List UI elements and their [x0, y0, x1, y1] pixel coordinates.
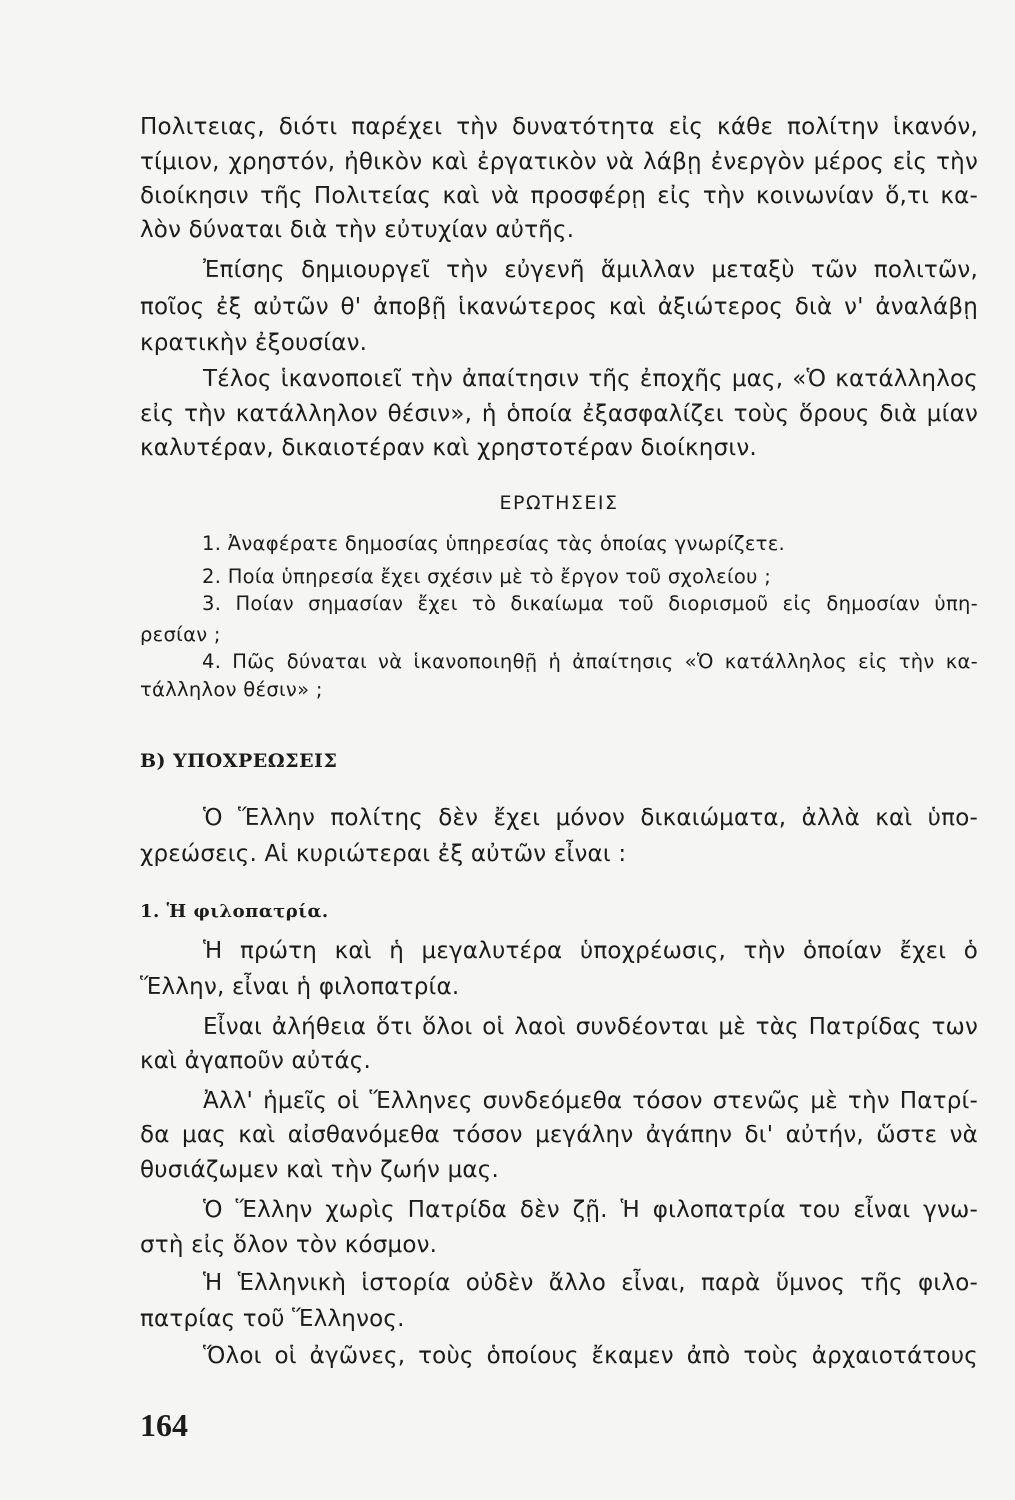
questions-heading: ΕΡΩΤΗΣΕΙΣ: [499, 492, 619, 514]
paragraph-line: Πολιτειας, διότι παρέχει τὴν δυνατότητα εἰς κάθε πολίτην ἱκανόν,: [140, 114, 978, 140]
paragraph-line: Ἡ Ἑλληνικὴ ἱστορία οὐδὲν ἄλλο εἶναι, παρὰ ὕμνος τῆς φιλο-: [203, 1270, 978, 1296]
paragraph-line: τίμιον, χρηστόν, ἠθικὸν καὶ ἐργατικὸν νὰ λάβῃ ἐνεργὸν μέρος εἰς τὴν: [140, 149, 978, 175]
question-item: 1. Ἀναφέρατε δημοσίας ὑπηρεσίας τὰς ὁποίας γνωρίζετε.: [202, 532, 786, 555]
subsection-heading: 1. Ἡ φιλοπατρία.: [140, 901, 329, 922]
paragraph-line: Τέλος ἱκανοποιεῖ τὴν ἀπαίτησιν τῆς ἐποχῆς μας, «Ὁ κατάλληλος: [203, 366, 978, 392]
paragraph-line: Ἐπίσης δημιουργεῖ τὴν εὐγενῆ ἅμιλλαν μεταξὺ τῶν πολιτῶν,: [203, 257, 978, 283]
paragraph-line: διοίκησιν τῆς Πολιτείας καὶ νὰ προσφέρῃ εἰς τὴν κοινωνίαν ὅ,τι κα-: [140, 183, 978, 209]
paragraph-line: στὴ εἰς ὅλον τὸν κόσμον.: [140, 1232, 438, 1258]
question-item: 2. Ποία ὑπηρεσία ἔχει σχέσιν μὲ τὸ ἔργον τοῦ σχολείου ;: [202, 565, 772, 588]
paragraph-line: καλυτέραν, δικαιοτέραν καὶ χρηστοτέραν διοίκησιν.: [140, 435, 757, 461]
paragraph-line: Εἶναι ἀλήθεια ὅτι ὅλοι οἱ λαοὶ συνδέονται μὲ τὰς Πατρίδας των: [203, 1014, 978, 1040]
paragraph-line: Ὅλοι οἱ ἀγῶνες, τοὺς ὁποίους ἔκαμεν ἀπὸ τοὺς ἀρχαιοτάτους: [203, 1343, 978, 1369]
paragraph-line: Ἡ πρώτη καὶ ἡ μεγαλυτέρα ὑποχρέωσις, τὴν ὁποίαν ἔχει ὁ: [203, 938, 978, 964]
paragraph-line: καὶ ἀγαποῦν αὐτάς.: [140, 1048, 372, 1074]
question-item: 4. Πῶς δύναται νὰ ἱκανοποιηθῇ ἡ ἀπαίτησις «Ὁ κατάλληλος εἰς τὴν κα-: [202, 650, 978, 673]
page-number: 164: [140, 1407, 188, 1443]
paragraph-line: Ἕλλην, εἶναι ἡ φιλοπατρία.: [140, 974, 460, 1000]
paragraph-line: πατρίας τοῦ Ἕλληνος.: [140, 1306, 405, 1332]
paragraph-line: Ὁ Ἕλλην πολίτης δὲν ἔχει μόνον δικαιώματα, ἀλλὰ καὶ ὑπο-: [203, 805, 978, 831]
question-item: ρεσίαν ;: [140, 623, 221, 646]
paragraph-line: ποῖος ἐξ αὐτῶν θ' ἀποβῇ ἱκανώτερος καὶ ἀξιώτερος διὰ ν' ἀναλάβῃ: [140, 294, 978, 320]
paragraph-line: Ἀλλ' ἡμεῖς οἱ Ἕλληνες συνδεόμεθα τόσον στενῶς μὲ τὴν Πατρί-: [203, 1088, 978, 1114]
paragraph-line: θυσιάζωμεν καὶ τὴν ζωήν μας.: [140, 1157, 500, 1183]
paragraph-line: Ὁ Ἕλλην χωρὶς Πατρίδα δὲν ζῇ. Ἡ φιλοπατρία του εἶναι γνω-: [203, 1197, 978, 1223]
section-heading: Β) ΥΠΟΧΡΕΩΣΕΙΣ: [140, 750, 338, 772]
paragraph-line: κρατικὴν ἐξουσίαν.: [140, 330, 368, 356]
question-item: τάλληλον θέσιν» ;: [140, 678, 323, 701]
paragraph-line: χρεώσεις. Αἱ κυριώτεραι ἐξ αὐτῶν εἶναι :: [140, 841, 627, 867]
paragraph-line: δα μας καὶ αἰσθανόμεθα τόσον μεγάλην ἀγάπην δι' αὐτήν, ὥστε νὰ: [140, 1122, 978, 1148]
paragraph-line: εἰς τὴν κατάλληλον θέσιν», ἡ ὁποία ἐξασφαλίζει τοὺς ὅρους διὰ μίαν: [140, 401, 978, 427]
question-item: 3. Ποίαν σημασίαν ἔχει τὸ δικαίωμα τοῦ διορισμοῦ εἰς δημοσίαν ὑπη-: [202, 592, 978, 615]
paragraph-line: λὸν δύναται διὰ τὴν εὐτυχίαν αὐτῆς.: [140, 217, 575, 243]
